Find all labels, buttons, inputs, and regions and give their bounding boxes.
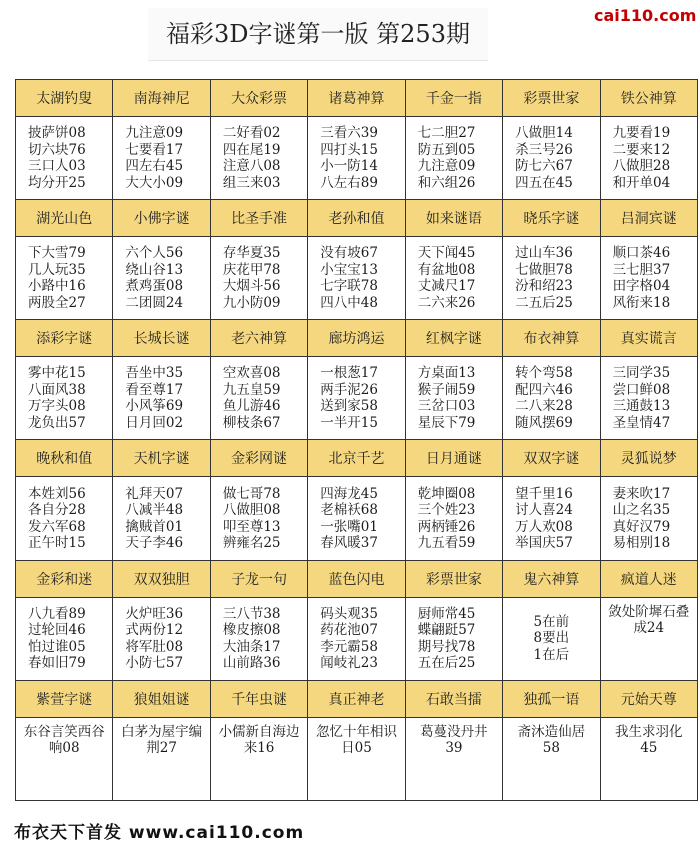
riddle-line: 九要看19 <box>612 125 671 142</box>
riddle-line: 七字联78 <box>320 278 378 295</box>
riddle-line: 将军肚08 <box>125 638 184 655</box>
riddle-cell <box>16 200 112 319</box>
riddle-line: 煮鸡蛋08 <box>125 278 184 295</box>
riddle-cell <box>308 561 404 680</box>
cell-heading: 真实谎言 <box>601 320 697 357</box>
riddle-line: 八九看89 <box>28 605 86 622</box>
riddle-line: 万人欢08 <box>515 518 573 535</box>
cell-heading: 比圣手准 <box>211 200 307 237</box>
riddle-line: 四海龙45 <box>320 485 378 502</box>
riddle-line: 三同学35 <box>612 365 671 382</box>
riddle-cell <box>503 80 599 199</box>
riddle-line: 药花池07 <box>320 622 378 639</box>
cell-body <box>113 357 209 439</box>
riddle-line: 1在后 <box>533 646 570 663</box>
riddle-line: 怕过谁05 <box>28 638 86 655</box>
riddle-line: 转个弯58 <box>515 365 573 382</box>
cell-heading: 廊坊鸿运 <box>308 320 404 357</box>
riddle-line: 易相别18 <box>612 535 671 552</box>
cell-body <box>601 718 697 800</box>
riddle-line: 八面风38 <box>28 381 86 398</box>
riddle-line: 二好看02 <box>222 125 281 142</box>
cell-heading: 诸葛神算 <box>308 80 404 117</box>
riddle-cell <box>601 681 697 800</box>
riddle-line: 鱼儿游46 <box>222 398 281 415</box>
riddle-line: 八减半48 <box>125 502 184 519</box>
riddle-cell <box>211 80 307 199</box>
cell-body <box>308 117 404 199</box>
riddle-line: 田字格04 <box>612 278 671 295</box>
riddle-line: 二五后25 <box>515 294 573 311</box>
riddle-cell <box>113 320 209 439</box>
riddle-line: 乾坤圈08 <box>417 485 476 502</box>
riddle-line: 杀三号26 <box>515 141 573 158</box>
riddle-line: 山前路36 <box>222 655 281 672</box>
cell-body <box>406 598 502 680</box>
cell-body <box>308 477 404 559</box>
cell-heading: 红枫字谜 <box>406 320 502 357</box>
riddle-cell <box>113 80 209 199</box>
riddle-line: 四五在45 <box>515 174 573 191</box>
riddle-line: 和开单04 <box>612 174 671 191</box>
riddle-cell <box>406 320 502 439</box>
riddle-line: 七要看17 <box>125 141 184 158</box>
cell-body <box>211 718 307 800</box>
riddle-line: 绕山谷13 <box>125 261 184 278</box>
riddle-line: 有盆地08 <box>417 261 476 278</box>
riddle-poem: 斋沐造仙居58 <box>517 723 586 757</box>
riddle-line: 一根葱17 <box>320 365 378 382</box>
riddle-poem: 白茅为屋宇编荆27 <box>121 723 203 757</box>
cell-body <box>601 117 697 199</box>
riddle-line: 火炉旺36 <box>125 605 184 622</box>
riddle-line: 小防七57 <box>125 655 184 672</box>
cell-body <box>16 237 112 319</box>
riddle-line: 方桌面13 <box>417 365 476 382</box>
cell-heading: 如来谜语 <box>406 200 502 237</box>
cell-body <box>16 117 112 199</box>
riddle-cell <box>211 681 307 800</box>
riddle-cell <box>308 440 404 559</box>
cell-body <box>308 237 404 319</box>
riddle-line: 两手泥26 <box>320 381 378 398</box>
riddle-line: 三口人03 <box>28 158 86 175</box>
riddle-line: 九小防09 <box>222 294 281 311</box>
riddle-line: 李元霸58 <box>320 638 378 655</box>
cell-heading: 金彩和迷 <box>16 561 112 598</box>
riddle-line: 六个人56 <box>125 245 184 262</box>
riddle-cell <box>16 681 112 800</box>
riddle-line: 九五看59 <box>417 535 476 552</box>
riddle-line: 三岔口03 <box>417 398 476 415</box>
cell-heading: 彩票世家 <box>503 80 599 117</box>
cell-body <box>211 237 307 319</box>
riddle-line: 尝口鲜08 <box>612 381 671 398</box>
riddle-cell <box>113 681 209 800</box>
riddle-cell <box>211 561 307 680</box>
riddle-line: 天子李46 <box>125 535 184 552</box>
riddle-cell <box>308 80 404 199</box>
riddle-line: 没有坡67 <box>320 245 378 262</box>
riddle-line: 存华夏35 <box>222 245 281 262</box>
cell-heading: 南海神尼 <box>113 80 209 117</box>
riddle-line: 三通鼓13 <box>612 398 671 415</box>
cell-heading: 鬼六神算 <box>503 561 599 598</box>
riddle-line: 五在后25 <box>417 655 476 672</box>
cell-heading: 湖光山色 <box>16 200 112 237</box>
cell-body <box>601 477 697 559</box>
riddle-line: 四左右45 <box>125 158 184 175</box>
riddle-line: 发六军68 <box>28 518 86 535</box>
riddle-cell <box>113 561 209 680</box>
riddle-line: 望千里16 <box>515 485 573 502</box>
cell-heading: 疯道人迷 <box>601 561 697 598</box>
riddle-cell <box>16 80 112 199</box>
riddle-cell <box>503 681 599 800</box>
cell-heading: 吕洞宾谜 <box>601 200 697 237</box>
page-title: 福彩3D字谜第一版 第253期 <box>148 8 488 61</box>
riddle-line: 天下闻45 <box>417 245 476 262</box>
cell-body <box>211 477 307 559</box>
site-watermark[interactable]: cai110.com <box>594 6 697 25</box>
riddle-cell <box>308 320 404 439</box>
riddle-line: 式两份12 <box>125 622 184 639</box>
cell-heading: 老六神算 <box>211 320 307 357</box>
riddle-cell <box>308 681 404 800</box>
riddle-line: 均分开25 <box>28 174 86 191</box>
riddle-line: 顺口茶46 <box>612 245 671 262</box>
riddle-line: 防七六67 <box>515 158 573 175</box>
cell-body <box>406 117 502 199</box>
riddle-line: 大大小09 <box>125 174 184 191</box>
cell-heading: 狼姐姐谜 <box>113 681 209 718</box>
riddle-line: 八做胆28 <box>612 158 671 175</box>
riddle-poem: 葛蔓没丹井39 <box>420 723 488 757</box>
riddle-line: 下大雪79 <box>28 245 86 262</box>
riddle-line: 厨师常45 <box>417 605 476 622</box>
riddle-line: 四打头15 <box>320 141 378 158</box>
riddle-line: 橡皮擦08 <box>222 622 281 639</box>
cell-body <box>16 718 112 800</box>
riddle-line: 配四六46 <box>515 381 573 398</box>
cell-body <box>503 718 599 800</box>
riddle-cell <box>211 320 307 439</box>
riddle-line: 闻岐礼23 <box>320 655 378 672</box>
riddle-line: 小路中16 <box>28 278 86 295</box>
cell-heading: 晓乐字谜 <box>503 200 599 237</box>
cell-body <box>503 117 599 199</box>
cell-heading: 元始天尊 <box>601 681 697 718</box>
cell-body <box>211 357 307 439</box>
riddle-line: 汾和绍23 <box>515 278 573 295</box>
riddle-cell <box>406 80 502 199</box>
riddle-line: 春如旧79 <box>28 655 86 672</box>
riddle-cell <box>503 200 599 319</box>
cell-heading: 真正神老 <box>308 681 404 718</box>
riddle-cell <box>601 80 697 199</box>
riddle-line: 柳枝条67 <box>222 414 281 431</box>
riddle-cell <box>406 200 502 319</box>
riddle-line: 码头观35 <box>320 605 378 622</box>
riddle-line: 二团圆24 <box>125 294 184 311</box>
riddle-line: 万字头08 <box>28 398 86 415</box>
riddle-line: 举国庆57 <box>515 535 573 552</box>
riddle-line: 真好汉79 <box>612 518 671 535</box>
riddle-line: 空欢喜08 <box>222 365 281 382</box>
cell-body <box>406 718 502 800</box>
cell-heading: 晚秋和值 <box>16 440 112 477</box>
cell-heading: 子龙一句 <box>211 561 307 598</box>
riddle-cell <box>16 320 112 439</box>
riddle-line: 大烟斗56 <box>222 278 281 295</box>
riddle-line: 九五皇59 <box>222 381 281 398</box>
riddle-line: 5在前 <box>533 613 570 630</box>
riddle-cell <box>601 561 697 680</box>
cell-body <box>601 237 697 319</box>
cell-body <box>308 357 404 439</box>
riddle-line: 九注意09 <box>125 125 184 142</box>
riddle-poem: 敛处阶墀石叠成24 <box>608 603 690 637</box>
riddle-line: 礼拜天07 <box>125 485 184 502</box>
riddle-line: 吾坐中35 <box>125 365 184 382</box>
cell-heading: 金彩网谜 <box>211 440 307 477</box>
cell-heading: 双双独胆 <box>113 561 209 598</box>
riddle-line: 看至尊17 <box>125 381 184 398</box>
cell-heading: 蓝色闪电 <box>308 561 404 598</box>
riddle-poem: 忽忆十年相识日05 <box>315 723 397 757</box>
cell-body <box>406 477 502 559</box>
footer-banner: 布衣天下首发 www.cai110.com <box>14 823 305 843</box>
riddle-cell <box>406 681 502 800</box>
riddle-line: 圣皇情47 <box>612 414 671 431</box>
riddle-line: 披萨饼08 <box>28 125 86 142</box>
cell-body <box>113 117 209 199</box>
cell-heading: 石敢当擂 <box>406 681 502 718</box>
cell-heading: 布衣神算 <box>503 320 599 357</box>
cell-body <box>211 598 307 680</box>
riddle-line: 本姓刘56 <box>28 485 86 502</box>
riddle-line: 正午时15 <box>28 535 86 552</box>
riddle-line: 八做胆14 <box>515 125 573 142</box>
cell-heading: 双双字谜 <box>503 440 599 477</box>
cell-body <box>113 598 209 680</box>
riddle-poem: 小儒新自海边来16 <box>218 723 300 757</box>
riddle-line: 注意八08 <box>222 158 281 175</box>
riddle-cell <box>503 561 599 680</box>
riddle-poem: 东谷言笑西谷响08 <box>23 723 105 757</box>
riddle-line: 四八中48 <box>320 294 378 311</box>
cell-heading: 彩票世家 <box>406 561 502 598</box>
riddle-line: 老棉袄68 <box>320 502 378 519</box>
riddle-line: 一半开15 <box>320 414 378 431</box>
riddle-poem: 我生求羽化45 <box>615 723 683 757</box>
cell-body <box>113 477 209 559</box>
riddle-line: 大油条17 <box>222 638 281 655</box>
riddle-line: 三个姓23 <box>417 502 476 519</box>
riddle-cell <box>406 561 502 680</box>
cell-heading: 千金一指 <box>406 80 502 117</box>
cell-body <box>503 237 599 319</box>
riddle-line: 二要来12 <box>612 141 671 158</box>
riddle-line: 8要出 <box>533 630 570 647</box>
riddle-line: 做七哥78 <box>222 485 281 502</box>
riddle-line: 小风筝69 <box>125 398 184 415</box>
riddle-line: 三七胆37 <box>612 261 671 278</box>
riddle-cell <box>16 440 112 559</box>
riddle-line: 叩至尊13 <box>222 518 281 535</box>
cell-body <box>113 237 209 319</box>
riddle-cell <box>16 561 112 680</box>
riddle-line: 过轮回46 <box>28 622 86 639</box>
riddle-grid <box>15 79 698 801</box>
riddle-line: 组三来03 <box>222 174 281 191</box>
riddle-line: 八左右89 <box>320 174 378 191</box>
cell-body <box>503 477 599 559</box>
cell-body <box>211 117 307 199</box>
riddle-line: 九注意09 <box>417 158 476 175</box>
cell-heading: 千年虫谜 <box>211 681 307 718</box>
riddle-line: 龙负出57 <box>28 414 86 431</box>
riddle-line: 丈减尺17 <box>417 278 476 295</box>
riddle-line: 日月回02 <box>125 414 184 431</box>
cell-heading: 灵狐说梦 <box>601 440 697 477</box>
cell-heading: 太湖钓叟 <box>16 80 112 117</box>
riddle-line: 过山车36 <box>515 245 573 262</box>
cell-body <box>503 357 599 439</box>
riddle-cell <box>601 320 697 439</box>
cell-body <box>16 477 112 559</box>
cell-heading: 老孙和值 <box>308 200 404 237</box>
cell-body <box>16 598 112 680</box>
cell-heading: 独孤一语 <box>503 681 599 718</box>
riddle-line: 三看六39 <box>320 125 378 142</box>
riddle-line: 蝶翩跹57 <box>417 622 476 639</box>
cell-heading: 小佛字谜 <box>113 200 209 237</box>
riddle-line: 送到家58 <box>320 398 378 415</box>
riddle-line: 二六来26 <box>417 294 476 311</box>
riddle-line: 二八来28 <box>515 398 573 415</box>
riddle-line: 星辰下79 <box>417 414 476 431</box>
riddle-line: 猴子闹59 <box>417 381 476 398</box>
riddle-line: 一张嘴01 <box>320 518 378 535</box>
cell-body <box>113 718 209 800</box>
cell-body <box>601 357 697 439</box>
cell-heading: 长城长谜 <box>113 320 209 357</box>
riddle-line: 七做胆78 <box>515 261 573 278</box>
riddle-cell <box>308 200 404 319</box>
riddle-line: 小宝宝13 <box>320 261 378 278</box>
riddle-cell <box>211 440 307 559</box>
riddle-cell <box>601 200 697 319</box>
riddle-line: 七二胆27 <box>417 125 476 142</box>
riddle-line: 两柄锤26 <box>417 518 476 535</box>
riddle-cell <box>503 320 599 439</box>
cell-heading: 铁公神算 <box>601 80 697 117</box>
riddle-line: 防五到05 <box>417 141 476 158</box>
cell-body <box>308 598 404 680</box>
riddle-line: 各自分28 <box>28 502 86 519</box>
riddle-cell <box>601 440 697 559</box>
cell-heading: 添彩字谜 <box>16 320 112 357</box>
riddle-cell <box>113 440 209 559</box>
riddle-line: 春风暖37 <box>320 535 378 552</box>
cell-heading: 紫萱字谜 <box>16 681 112 718</box>
cell-heading: 天机字谜 <box>113 440 209 477</box>
riddle-line: 四在尾19 <box>222 141 281 158</box>
riddle-line: 几人玩35 <box>28 261 86 278</box>
cell-body <box>406 237 502 319</box>
riddle-line: 八做胆08 <box>222 502 281 519</box>
riddle-line: 三八节38 <box>222 605 281 622</box>
riddle-cell <box>211 200 307 319</box>
cell-body <box>601 598 697 680</box>
cell-body <box>406 357 502 439</box>
riddle-line: 雾中花15 <box>28 365 86 382</box>
riddle-line: 妻来吹17 <box>612 485 671 502</box>
cell-heading: 日月通谜 <box>406 440 502 477</box>
riddle-cell <box>503 440 599 559</box>
cell-body <box>308 718 404 800</box>
riddle-line: 小一防14 <box>320 158 378 175</box>
riddle-line: 期号找78 <box>417 638 476 655</box>
cell-body <box>503 598 599 680</box>
riddle-line: 辨雍名25 <box>222 535 281 552</box>
cell-heading: 大众彩票 <box>211 80 307 117</box>
riddle-line: 随风摆69 <box>515 414 573 431</box>
cell-body <box>16 357 112 439</box>
riddle-line: 庆花甲78 <box>222 261 281 278</box>
riddle-cell <box>113 200 209 319</box>
riddle-line: 讨人喜24 <box>515 502 573 519</box>
riddle-line: 山之名35 <box>612 502 671 519</box>
cell-heading: 北京千艺 <box>308 440 404 477</box>
riddle-line: 两股全27 <box>28 294 86 311</box>
riddle-line: 切六块76 <box>28 141 86 158</box>
riddle-line: 风衔来18 <box>612 294 671 311</box>
riddle-line: 擒贼首01 <box>125 518 184 535</box>
riddle-line: 和六组26 <box>417 174 476 191</box>
riddle-cell <box>406 440 502 559</box>
